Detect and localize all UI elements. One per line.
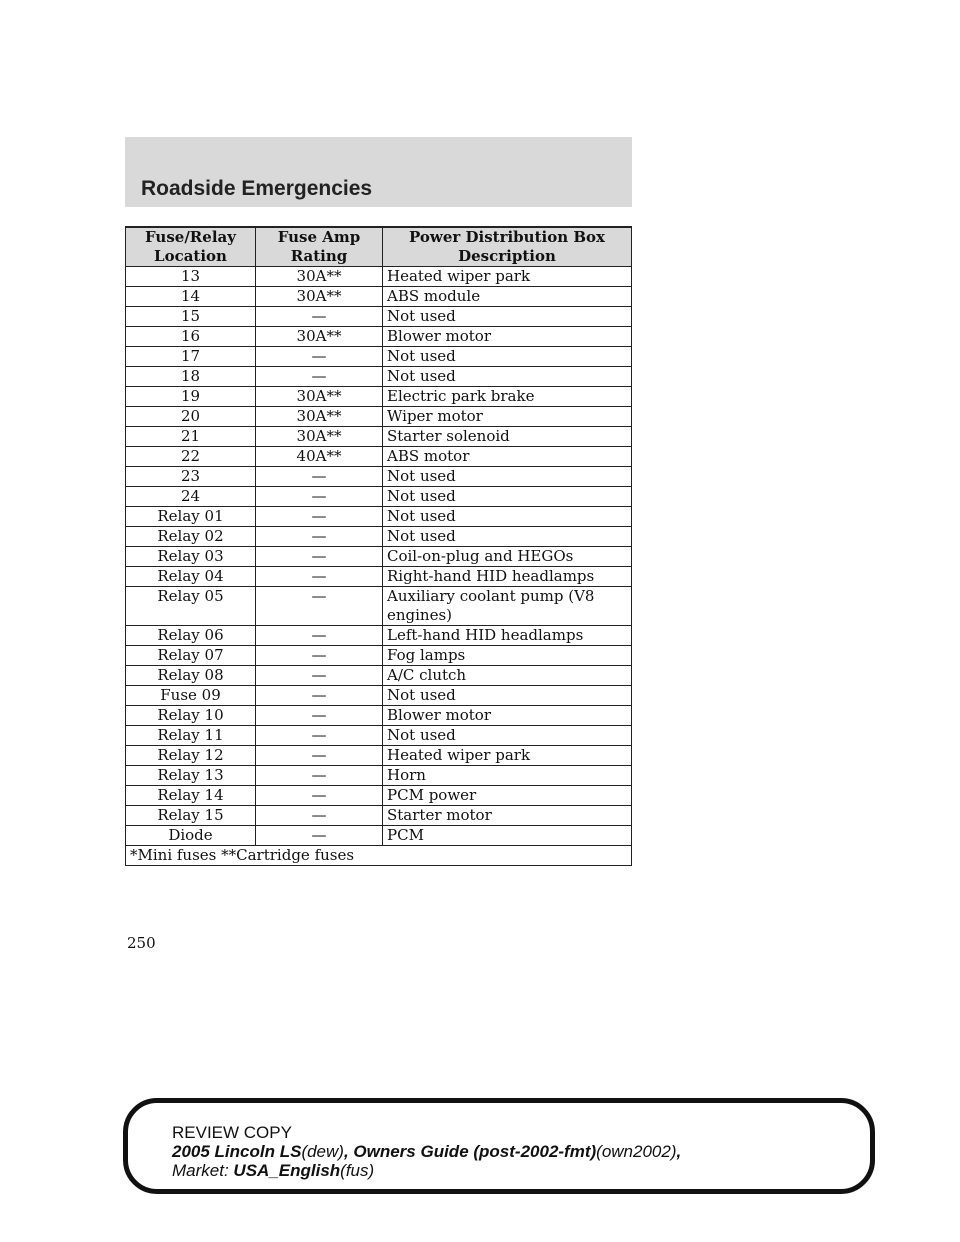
cell-rating: — <box>256 746 383 766</box>
cell-rating: 30A** <box>256 287 383 307</box>
cell-location: 19 <box>126 387 256 407</box>
cell-rating: 30A** <box>256 427 383 447</box>
cell-description: Not used <box>383 487 632 507</box>
cell-description: Coil-on-plug and HEGOs <box>383 547 632 567</box>
cell-description: Not used <box>383 307 632 327</box>
cell-location: 18 <box>126 367 256 387</box>
table-row <box>126 587 632 626</box>
cell-description: Fog lamps <box>383 646 632 666</box>
table-row <box>126 287 632 307</box>
cell-location: Relay 12 <box>126 746 256 766</box>
cell-rating: — <box>256 367 383 387</box>
cell-rating: 30A** <box>256 387 383 407</box>
table-row <box>126 806 632 826</box>
cell-description: Heated wiper park <box>383 267 632 287</box>
table-body <box>126 267 632 846</box>
review-market: USA_English <box>233 1161 341 1180</box>
review-line-3 <box>172 1161 681 1180</box>
cell-description: ABS module <box>383 287 632 307</box>
table-row <box>126 527 632 547</box>
cell-location: 14 <box>126 287 256 307</box>
cell-location: Relay 02 <box>126 527 256 547</box>
table-row <box>126 467 632 487</box>
cell-location: 15 <box>126 307 256 327</box>
cell-rating: — <box>256 507 383 527</box>
cell-location: 17 <box>126 347 256 367</box>
cell-rating: — <box>256 766 383 786</box>
table-row <box>126 487 632 507</box>
cell-rating: — <box>256 646 383 666</box>
table-row <box>126 447 632 467</box>
cell-description: Not used <box>383 467 632 487</box>
table-row <box>126 686 632 706</box>
cell-rating: — <box>256 487 383 507</box>
col-header-location: Fuse/Relay Location <box>126 227 256 267</box>
review-comma: , <box>676 1142 682 1161</box>
table-row <box>126 666 632 686</box>
cell-rating: — <box>256 686 383 706</box>
cell-location: Relay 11 <box>126 726 256 746</box>
review-model: 2005 Lincoln LS <box>172 1142 302 1161</box>
review-copy-box <box>123 1098 875 1194</box>
cell-description: Heated wiper park <box>383 746 632 766</box>
cell-location: 23 <box>126 467 256 487</box>
footnote-row <box>126 846 632 866</box>
cell-location: 16 <box>126 327 256 347</box>
cell-description: Not used <box>383 347 632 367</box>
cell-description: Starter solenoid <box>383 427 632 447</box>
section-title: Roadside Emergencies <box>141 177 373 200</box>
cell-location: Relay 08 <box>126 666 256 686</box>
table-row <box>126 327 632 347</box>
cell-description: Starter motor <box>383 806 632 826</box>
cell-description: Blower motor <box>383 327 632 347</box>
review-copy-text <box>172 1123 681 1180</box>
table-row <box>126 387 632 407</box>
review-model-code: (dew) <box>301 1142 344 1161</box>
table-row <box>126 826 632 846</box>
cell-description: Not used <box>383 527 632 547</box>
cell-description: Right-hand HID headlamps <box>383 567 632 587</box>
cell-description: PCM <box>383 826 632 846</box>
cell-rating: — <box>256 726 383 746</box>
cell-location: Relay 06 <box>126 626 256 646</box>
table-header-row <box>126 227 632 267</box>
cell-description: A/C clutch <box>383 666 632 686</box>
col-header-description: Power Distribution Box Description <box>383 227 632 267</box>
cell-location: 22 <box>126 447 256 467</box>
cell-location: 20 <box>126 407 256 427</box>
cell-rating: — <box>256 706 383 726</box>
table-row <box>126 427 632 447</box>
table-row <box>126 267 632 287</box>
table-row <box>126 646 632 666</box>
table-row <box>126 547 632 567</box>
review-market-label: Market: <box>172 1161 229 1180</box>
cell-location: 24 <box>126 487 256 507</box>
table-row <box>126 746 632 766</box>
col-header-rating: Fuse Amp Rating <box>256 227 383 267</box>
cell-rating: 40A** <box>256 447 383 467</box>
review-market-code: (fus) <box>340 1161 375 1180</box>
table-row <box>126 766 632 786</box>
cell-rating: — <box>256 547 383 567</box>
cell-description: Blower motor <box>383 706 632 726</box>
table-row <box>126 726 632 746</box>
cell-location: Relay 13 <box>126 766 256 786</box>
cell-description: PCM power <box>383 786 632 806</box>
table-row <box>126 786 632 806</box>
cell-description: Horn <box>383 766 632 786</box>
cell-location: Relay 07 <box>126 646 256 666</box>
cell-rating: — <box>256 527 383 547</box>
cell-rating: — <box>256 347 383 367</box>
page-number: 250 <box>127 934 156 952</box>
table-row <box>126 407 632 427</box>
cell-rating: 30A** <box>256 327 383 347</box>
review-guide: , Owners Guide (post-2002-fmt) <box>343 1142 597 1161</box>
cell-rating: — <box>256 467 383 487</box>
table-row <box>126 307 632 327</box>
cell-rating: — <box>256 786 383 806</box>
table-row <box>126 367 632 387</box>
fuse-table <box>125 226 632 866</box>
cell-description: Not used <box>383 367 632 387</box>
cell-location: Relay 14 <box>126 786 256 806</box>
table-row <box>126 706 632 726</box>
review-line-2 <box>172 1142 681 1161</box>
cell-location: Relay 05 <box>126 587 256 626</box>
cell-location: Relay 03 <box>126 547 256 567</box>
cell-description: Auxiliary coolant pump (V8 engines) <box>383 587 632 626</box>
cell-location: Relay 01 <box>126 507 256 527</box>
cell-description: Not used <box>383 507 632 527</box>
cell-description: ABS motor <box>383 447 632 467</box>
cell-location: 21 <box>126 427 256 447</box>
cell-rating: — <box>256 626 383 646</box>
table-footnote: *Mini fuses **Cartridge fuses <box>126 846 632 866</box>
section-header <box>125 137 632 207</box>
cell-description: Not used <box>383 726 632 746</box>
cell-description: Wiper motor <box>383 407 632 427</box>
cell-description: Electric park brake <box>383 387 632 407</box>
cell-rating: — <box>256 587 383 626</box>
table-row <box>126 567 632 587</box>
table-row <box>126 347 632 367</box>
cell-rating: — <box>256 666 383 686</box>
cell-rating: — <box>256 567 383 587</box>
cell-location: Fuse 09 <box>126 686 256 706</box>
review-guide-code: (own2002) <box>596 1142 677 1161</box>
cell-location: Diode <box>126 826 256 846</box>
cell-description: Not used <box>383 686 632 706</box>
cell-rating: — <box>256 307 383 327</box>
cell-location: Relay 10 <box>126 706 256 726</box>
cell-rating: 30A** <box>256 407 383 427</box>
cell-rating: 30A** <box>256 267 383 287</box>
review-line-1: REVIEW COPY <box>172 1123 292 1142</box>
table-row <box>126 626 632 646</box>
table-row <box>126 507 632 527</box>
cell-rating: — <box>256 826 383 846</box>
cell-location: 13 <box>126 267 256 287</box>
cell-location: Relay 15 <box>126 806 256 826</box>
cell-rating: — <box>256 806 383 826</box>
cell-location: Relay 04 <box>126 567 256 587</box>
cell-description: Left-hand HID headlamps <box>383 626 632 646</box>
